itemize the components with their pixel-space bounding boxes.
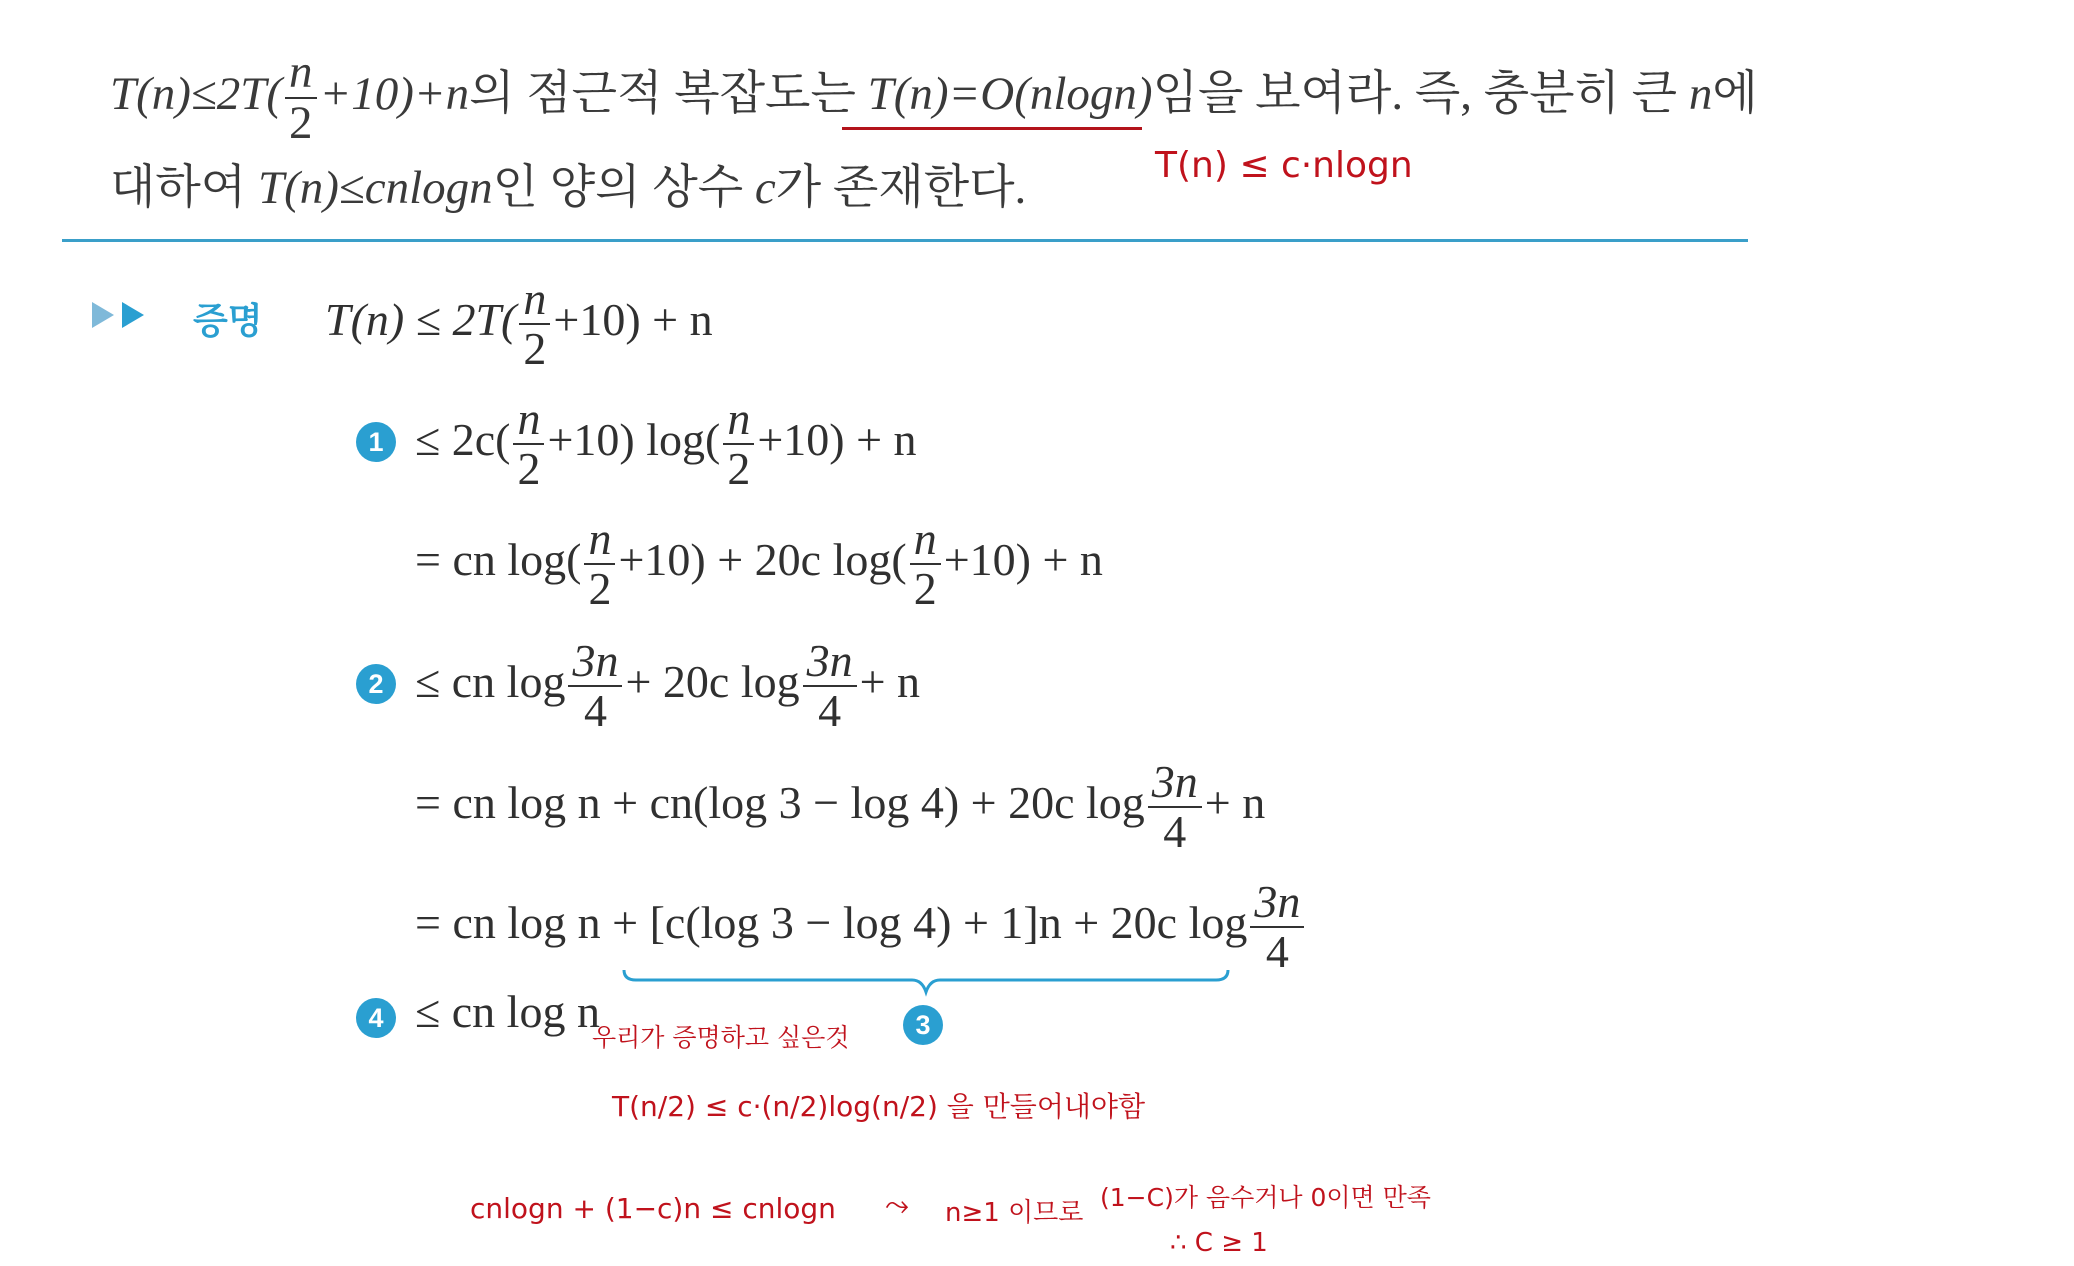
step-marker-4: 4	[356, 998, 396, 1038]
note-goal: 우리가 증명하고 싶은것	[592, 1023, 850, 1052]
problem-expr-rhs: +10)+n	[319, 68, 470, 121]
problem-text-2: 임을 보여라. 즉, 충분히 큰	[1152, 68, 1689, 121]
underbrace	[622, 968, 1230, 998]
step-marker-2: 2	[356, 664, 396, 704]
problem-line-1	[110, 48, 1758, 149]
note-top: T(n) ≤ c·nlogn	[1155, 145, 1413, 186]
problem-text-3: 에	[1712, 68, 1758, 121]
problem-expr-lhs: T(n)≤2T(	[110, 68, 283, 121]
step-marker-1: 1	[356, 422, 396, 462]
proof-line-0: T(n) ≤ 2T( $\frac{n}{2}$ +10) + n	[325, 273, 713, 375]
note-arrow: ⤳	[885, 1188, 909, 1223]
section-divider	[62, 239, 1748, 242]
problem-line-2	[110, 150, 1026, 217]
proof-marker	[92, 302, 144, 333]
problem-text-6: 가 존재한다.	[775, 162, 1027, 214]
proof-line-4: ≤ cn log n	[415, 986, 600, 1037]
problem-claim: T(n)=O(nlogn)	[867, 68, 1153, 121]
proof-line-2c: = cn log n + [c(log 3 − log 4) + 1]n + 20c log $\frac{3n}{4}$	[415, 878, 1307, 977]
note-n-condition: n≥1 이므로	[945, 1198, 1084, 1228]
proof-line-2: ≤ cn log $\frac{3n}{4}$ + 20c log $\frac{3n}{4}$ + n	[415, 635, 921, 737]
problem-var-c: c	[754, 162, 776, 214]
problem-var-n: n	[1688, 68, 1713, 121]
proof-line-1b: = cn log( $\frac{n}{2}$ +10) + 20c log( $\frac{n}{2}$ +10) + n	[415, 513, 1103, 615]
triangle-icon-2	[122, 302, 144, 328]
proof-line-1: ≤ 2c( $\frac{n}{2}$ +10) log( $\frac{n}{2}$ +10) + n	[415, 393, 917, 495]
problem-text: 의 점근적 복잡도는	[469, 68, 868, 121]
proof-line-2b: = cn log n + cn(log 3 − log 4) + 20c log $\frac{3n}{4}$ + n	[415, 756, 1266, 858]
problem-text-5: 인 양의 상수	[492, 162, 755, 214]
step-marker-3: 3	[903, 1005, 943, 1045]
problem-fraction: $\frac{n}{2}$	[285, 48, 317, 149]
note-c-condition: (1−C)가 음수거나 0이면 만족	[1100, 1183, 1431, 1212]
note-half: T(n/2) ≤ c·(n/2)log(n/2) 을 만들어내야함	[612, 1090, 1146, 1123]
note-conclusion: ∴ C ≥ 1	[1170, 1228, 1268, 1258]
problem-bound: T(n)≤cnlogn	[257, 162, 493, 214]
proof-label: 증명	[193, 300, 263, 341]
red-underline	[842, 127, 1142, 130]
problem-text-4: 대하여	[110, 162, 258, 214]
triangle-icon	[92, 302, 114, 328]
note-inequality: cnlogn + (1−c)n ≤ cnlogn	[470, 1192, 836, 1225]
